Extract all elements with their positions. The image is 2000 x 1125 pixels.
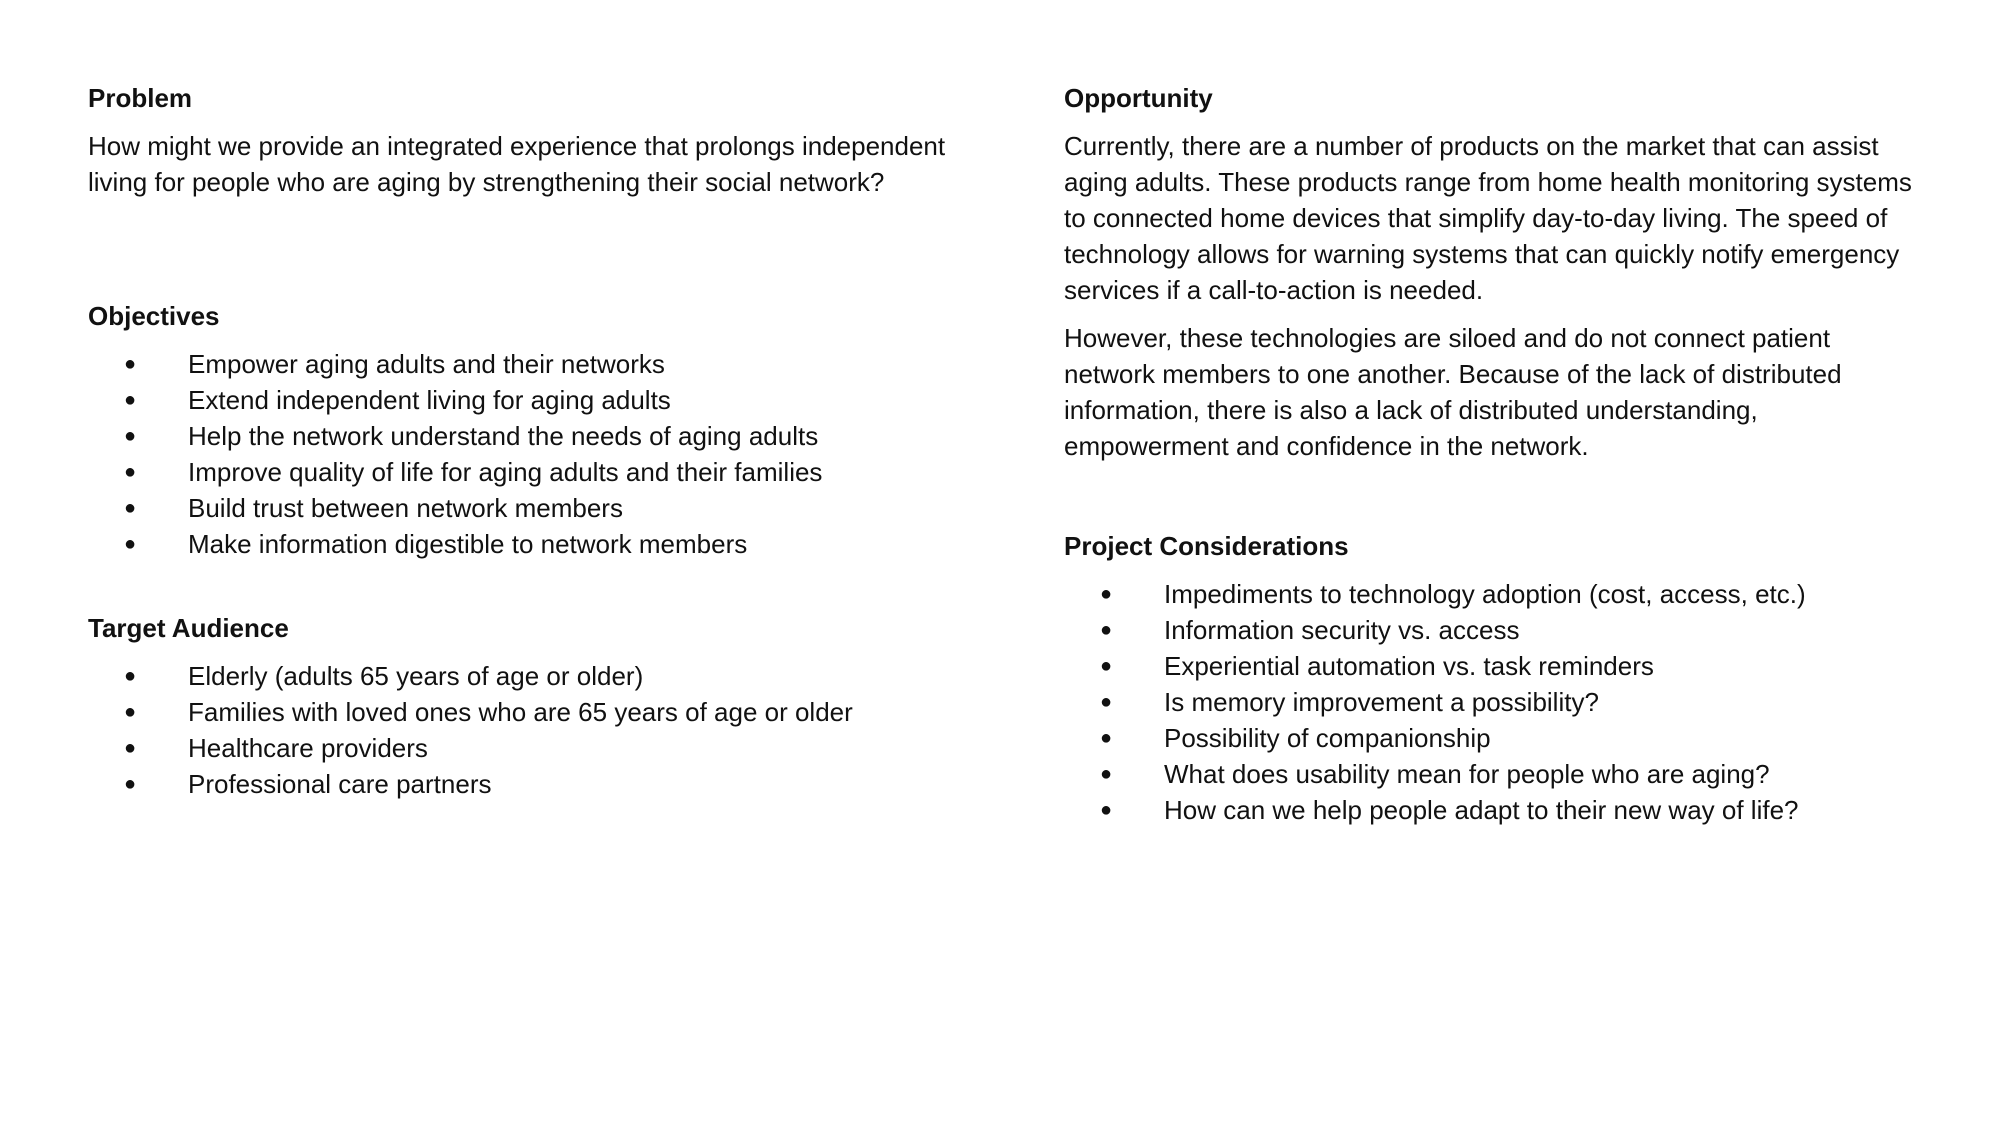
list-item-text: Help the network understand the needs of aging adults: [188, 421, 819, 451]
bullet-icon: ●: [1100, 727, 1113, 749]
list-item-text: How can we help people adapt to their new way of life?: [1164, 795, 1799, 825]
opportunity-section: [1064, 80, 1924, 528]
bullet-icon: ●: [124, 737, 137, 759]
list-item: [1064, 576, 1924, 612]
list-item-text: Families with loved ones who are 65 years of age or older: [188, 697, 853, 727]
list-item-text: Is memory improvement a possibility?: [1164, 687, 1599, 717]
list-item: [88, 766, 988, 802]
bullet-icon: ●: [124, 701, 137, 723]
list-item: [88, 526, 988, 562]
opportunity-paragraph: However, these technologies are siloed and do not connect patient network members to one another. Because of the lack of distributed information, there is also a lack of distributed understanding, empowerment and confidence in the network.: [1064, 323, 1842, 461]
bullet-icon: ●: [1100, 619, 1113, 641]
bullet-icon: ●: [1100, 583, 1113, 605]
bullet-icon: ●: [124, 461, 137, 483]
target-audience-list: [88, 658, 988, 802]
list-item-text: Professional care partners: [188, 769, 492, 799]
problem-heading: Problem: [88, 83, 193, 113]
list-item: [1064, 684, 1924, 720]
bullet-icon: ●: [124, 665, 137, 687]
bullet-icon: ●: [1100, 655, 1113, 677]
list-item: [1064, 756, 1924, 792]
problem-section: [88, 80, 988, 298]
list-item: [88, 490, 988, 526]
list-item: [88, 730, 988, 766]
list-item: [88, 382, 988, 418]
bullet-icon: ●: [124, 497, 137, 519]
project-considerations-heading: Project Considerations: [1064, 531, 1349, 561]
objectives-list: [88, 346, 988, 562]
project-considerations-section: [1064, 528, 1924, 828]
list-item-text: Information security vs. access: [1164, 615, 1520, 645]
list-item-text: Elderly (adults 65 years of age or older): [188, 661, 644, 691]
list-item: [1064, 720, 1924, 756]
list-item: [1064, 792, 1924, 828]
list-item: [1064, 612, 1924, 648]
list-item-text: Improve quality of life for aging adults and their families: [188, 457, 823, 487]
opportunity-paragraph: Currently, there are a number of products on the market that can assist aging adults. These products range from home health monitoring systems to connected home devices that simplify day-to-day living. The speed of technology allows for warning systems that can quickly notify emergency services if a call-to-action is needed.: [1064, 131, 1912, 305]
list-item: [88, 454, 988, 490]
list-item: [1064, 648, 1924, 684]
problem-text: How might we provide an integrated experience that prolongs independent living for people who are aging by strengthening their social network?: [88, 131, 946, 197]
left-column: [88, 80, 988, 802]
list-item: [88, 658, 988, 694]
bullet-icon: ●: [124, 425, 137, 447]
target-audience-section: [88, 610, 988, 802]
list-item: [88, 418, 988, 454]
bullet-icon: ●: [1100, 691, 1113, 713]
list-item-text: Extend independent living for aging adults: [188, 385, 671, 415]
bullet-icon: ●: [124, 533, 137, 555]
list-item-text: Possibility of companionship: [1164, 723, 1491, 753]
project-considerations-list: [1064, 576, 1924, 828]
objectives-section: [88, 298, 988, 610]
list-item-text: Experiential automation vs. task reminders: [1164, 651, 1654, 681]
bullet-icon: ●: [1100, 799, 1113, 821]
bullet-icon: ●: [124, 773, 137, 795]
right-column: [1064, 80, 1924, 828]
opportunity-heading: Opportunity: [1064, 83, 1213, 113]
list-item-text: Healthcare providers: [188, 733, 428, 763]
list-item-text: Impediments to technology adoption (cost, access, etc.): [1164, 579, 1806, 609]
list-item-text: Build trust between network members: [188, 493, 623, 523]
list-item-text: What does usability mean for people who are aging?: [1164, 759, 1770, 789]
target-audience-heading: Target Audience: [88, 613, 289, 643]
bullet-icon: ●: [124, 353, 137, 375]
list-item-text: Empower aging adults and their networks: [188, 349, 665, 379]
bullet-icon: ●: [124, 389, 137, 411]
list-item: [88, 346, 988, 382]
bullet-icon: ●: [1100, 763, 1113, 785]
list-item: [88, 694, 988, 730]
objectives-heading: Objectives: [88, 301, 220, 331]
list-item-text: Make information digestible to network members: [188, 529, 748, 559]
